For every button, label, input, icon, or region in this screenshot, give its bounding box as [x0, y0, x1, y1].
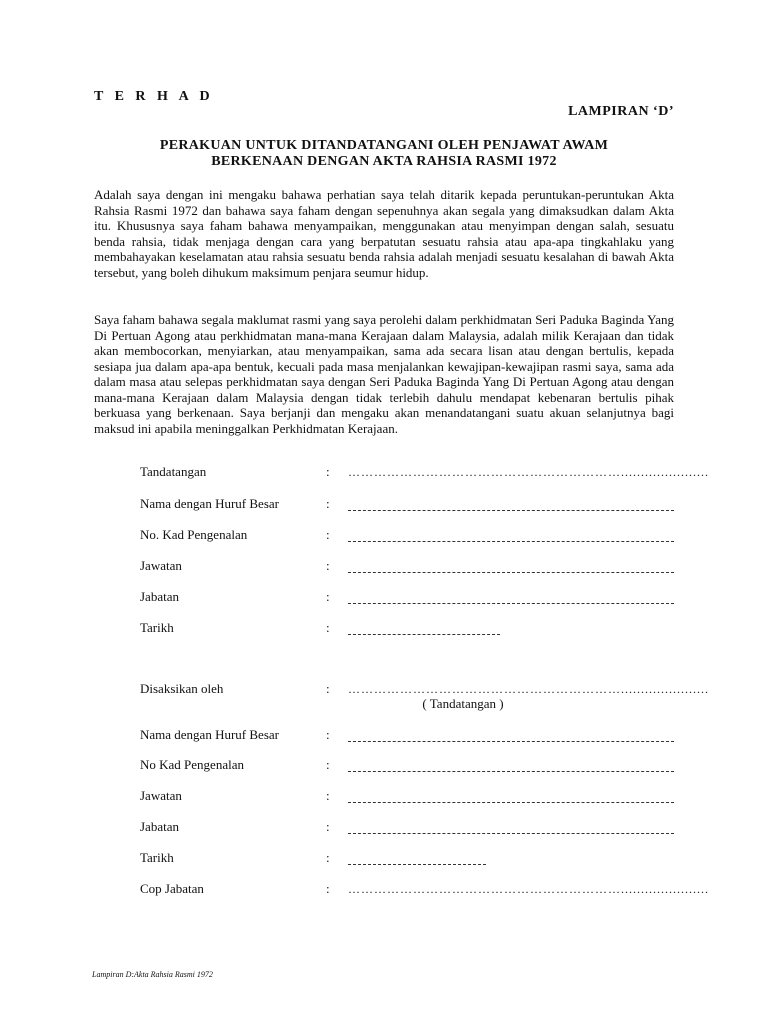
title-line-2: BERKENAAN DENGAN AKTA RAHSIA RASMI 1972 — [211, 154, 557, 169]
witness-ic-label: No Kad Pengenalan — [140, 757, 244, 772]
colon: : — [326, 527, 330, 542]
signature-caption: ( Tandatangan ) — [422, 696, 504, 711]
declarant-ic-line[interactable] — [348, 541, 674, 542]
colon: : — [326, 850, 330, 865]
witness-label: Disaksikan oleh — [140, 681, 224, 696]
colon: : — [326, 681, 330, 696]
witness-date-line[interactable] — [348, 864, 486, 865]
colon: : — [326, 464, 330, 479]
document-title — [94, 138, 674, 170]
title-line-1: PERAKUAN UNTUK DITANDATANGANI OLEH PENJAWAT AWAM — [159, 138, 609, 153]
witness-name-label: Nama dengan Huruf Besar — [140, 727, 279, 742]
witness-department-line[interactable] — [348, 833, 674, 834]
colon: : — [326, 788, 330, 803]
colon: : — [326, 589, 330, 604]
witness-position-line[interactable] — [348, 802, 674, 803]
witness-date-label: Tarikh — [140, 850, 174, 865]
declarant-position-line[interactable] — [348, 572, 674, 573]
department-stamp-label: Cop Jabatan — [140, 881, 204, 896]
annex-label: LAMPIRAN ‘D’ — [568, 104, 674, 119]
colon: : — [326, 757, 330, 772]
declarant-position-label: Jawatan — [140, 558, 182, 573]
colon: : — [326, 727, 330, 742]
colon: : — [326, 620, 330, 635]
declarant-name-line[interactable] — [348, 510, 674, 511]
classification-label: T E R H A D — [94, 89, 214, 104]
witness-department-label: Jabatan — [140, 819, 179, 834]
page-footer: Lampiran D:Akta Rahsia Rasmi 1972 — [92, 970, 213, 979]
colon: : — [326, 819, 330, 834]
witness-ic-line[interactable] — [348, 771, 674, 772]
paragraph-2: Saya faham bahawa segala maklumat rasmi yang saya perolehi dalam perkhidmatan Seri Paduka Baginda Yang Di Pertuan Agong atau perkhidmatan mana-mana Kerajaan dalam Malaysia, adalah milik Kerajaan dan tidak akan membocorkan, menyiarkan, atau menyampaikan, sama ada secara lisan atau dengan bertulis, kepada sesiapa jua dalam apa-apa bentuk, kecuali pada masa menjalankan kewajipan-kewajipan rasmi saya, sama ada dalam masa atau selepas perkhidmatan saya dengan Seri Paduka Baginda Yang Di Pertuan Agong atau dengan mana-mana Kerajaan dalam Malaysia dengan tidak terlebih dahulu mendapat kebenaran bertulis pihak berkuasa yang berkenaan. Saya berjanji dan mengaku akan menandatangani suatu akuan selanjutnya bagi maksud ini apabila meninggalkan Perkhidmatan Kerajaan. — [94, 312, 674, 436]
colon: : — [326, 496, 330, 511]
declarant-signature-line[interactable]: ………………………………………………………...................... — [348, 465, 709, 479]
declarant-date-line[interactable] — [348, 634, 500, 635]
witness-name-line[interactable] — [348, 741, 674, 742]
witness-position-label: Jawatan — [140, 788, 182, 803]
declarant-signature-label: Tandatangan — [140, 464, 207, 479]
paragraph-1: Adalah saya dengan ini mengaku bahawa perhatian saya telah ditarik kepada peruntukan-peruntukan Akta Rahsia Rasmi 1972 dan bahawa saya faham dengan sepenuhnya akan segala yang dimaksudkan dalam Akta itu. Khususnya saya faham bahawa menyampaikan, menggunakan atau menyimpan dengan salah, sesuatu benda rahsia, tidak menjaga dengan cara yang berpatutan sesuatu rahsia atau apa-apa tingkahlaku yang membahayakan keselamatan atau rahsia sesuatu benda rahsia adalah menjadi sesuatu kesalahan di bawah Akta tersebut, yang boleh dihukum maksimum penjara seumur hidup. — [94, 187, 674, 280]
declarant-date-label: Tarikh — [140, 620, 174, 635]
declarant-department-line[interactable] — [348, 603, 674, 604]
colon: : — [326, 558, 330, 573]
declarant-name-label: Nama dengan Huruf Besar — [140, 496, 279, 511]
declarant-department-label: Jabatan — [140, 589, 179, 604]
witness-signature-line[interactable]: ………………………………………………………...................... — [348, 682, 709, 696]
department-stamp-line[interactable]: ………………………………………………………...................... — [348, 882, 709, 896]
colon: : — [326, 881, 330, 896]
declarant-ic-label: No. Kad Pengenalan — [140, 527, 248, 542]
